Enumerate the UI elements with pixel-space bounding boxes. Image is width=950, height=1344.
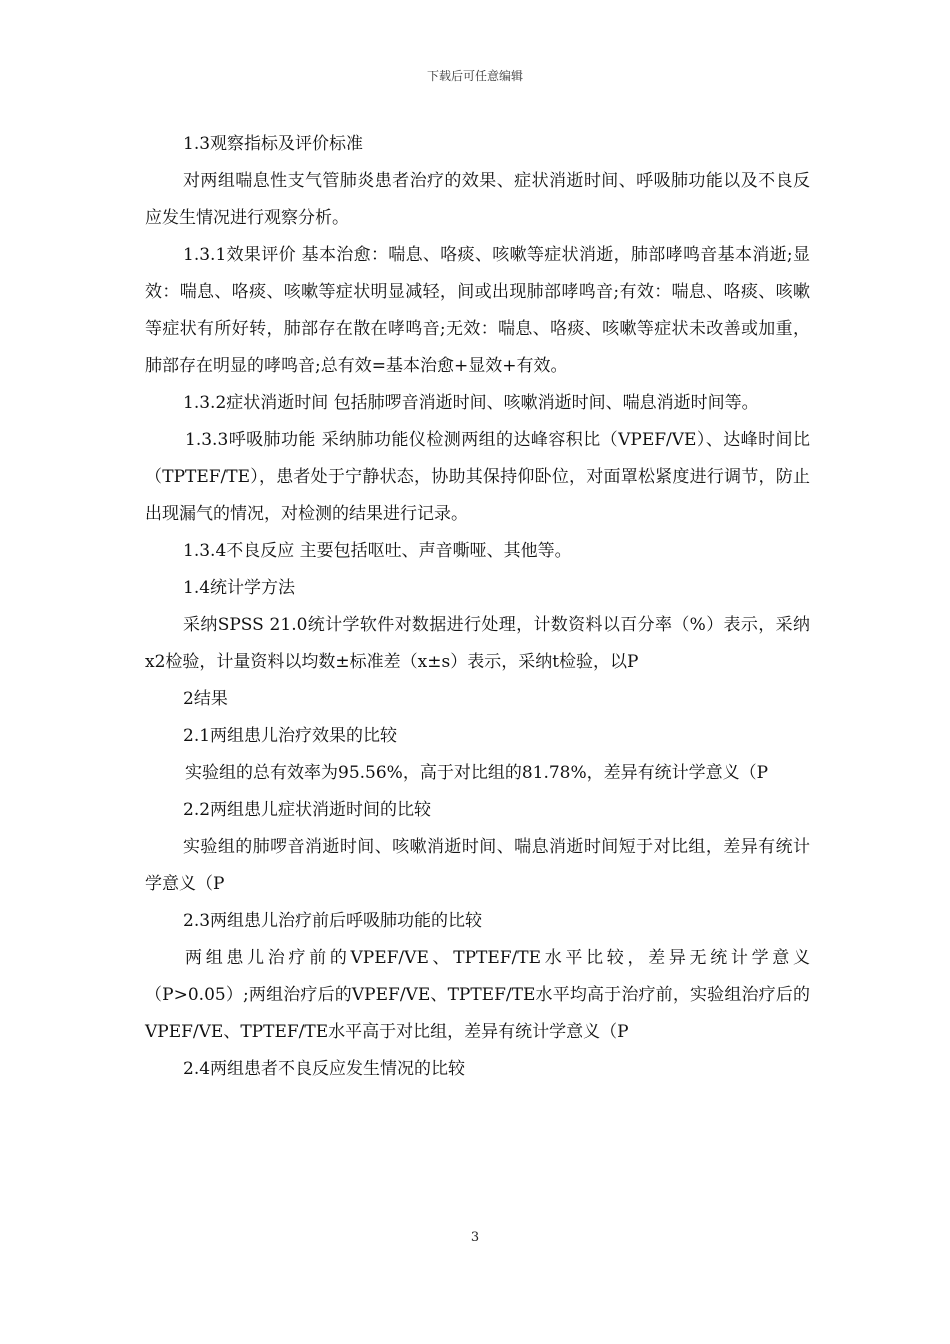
section-heading-2-3: 2.3两组患儿治疗前后呼吸肺功能的比较 [183, 911, 483, 931]
section-heading-1-4: 1.4统计学方法 [183, 578, 296, 598]
paragraph-2-2: 实验组的肺啰音消逝时间、咳嗽消逝时间、喘息消逝时间短于对比组，差异有统计学意义（P [145, 837, 810, 894]
section-heading-2-2: 2.2两组患儿症状消逝时间的比较 [183, 800, 432, 820]
paragraph-2-1: 实验组的总有效率为95.56%，高于对比组的81.78%，差异有统计学意义（P [185, 763, 769, 783]
paragraph-2-3: 两组患儿治疗前的VPEF/VE、TPTEF/TE水平比较，差异无统计学意义（P>0.05）;两组治疗后的VPEF/VE、TPTEF/TE水平均高于治疗前，实验组治疗后的VPEF/VE、TPTEF/TE水平高于对比组，差异有统计学意义（P [145, 948, 810, 1042]
paragraph-1-3-2-symptom-time: 1.3.2症状消逝时间 包括肺啰音消逝时间、咳嗽消逝时间、喘息消逝时间等。 [183, 393, 759, 413]
paragraph-1-3-4-adverse: 1.3.4不良反应 主要包括呕吐、声音嘶哑、其他等。 [183, 541, 572, 561]
section-heading-2: 2结果 [183, 689, 228, 709]
document-body [145, 126, 810, 1088]
section-heading-2-4: 2.4两组患者不良反应发生情况的比较 [183, 1059, 466, 1079]
page-header: 下载后可任意编辑 [426, 69, 523, 83]
paragraph-1-3-3-lung-function: 1.3.3呼吸肺功能 采纳肺功能仪检测两组的达峰容积比（VPEF/VE）、达峰时间比（TPTEF/TE），患者处于宁静状态，协助其保持仰卧位，对面罩松紧度进行调节，防止出现漏气的情况，对检测的结果进行记录。 [145, 430, 810, 524]
paragraph-statistics: 采纳SPSS 21.0统计学软件对数据进行处理，计数资料以百分率（%）表示，采纳 x2检验，计量资料以均数±标准差（x±s）表示，采纳t检验，以P [145, 615, 810, 672]
paragraph-observation: 对两组喘息性支气管肺炎患者治疗的效果、症状消逝时间、呼吸肺功能以及不良反应发生情况进行观察分析。 [145, 171, 810, 228]
section-heading-2-1: 2.1两组患儿治疗效果的比较 [183, 726, 398, 746]
section-heading-1-3: 1.3观察指标及评价标准 [183, 134, 364, 154]
page-number: 3 [470, 1230, 480, 1245]
paragraph-1-3-1-efficacy: 1.3.1效果评价 基本治愈：喘息、咯痰、咳嗽等症状消逝，肺部哮鸣音基本消逝;显效：喘息、咯痰、咳嗽等症状明显减轻，间或出现肺部哮鸣音;有效：喘息、咯痰、咳嗽等症状有所好转，肺部存在散在哮鸣音;无效：喘息、咯痰、咳嗽等症状未改善或加重，肺部存在明显的哮鸣音;总有效=基本治愈+显效+有效。 [145, 245, 810, 376]
